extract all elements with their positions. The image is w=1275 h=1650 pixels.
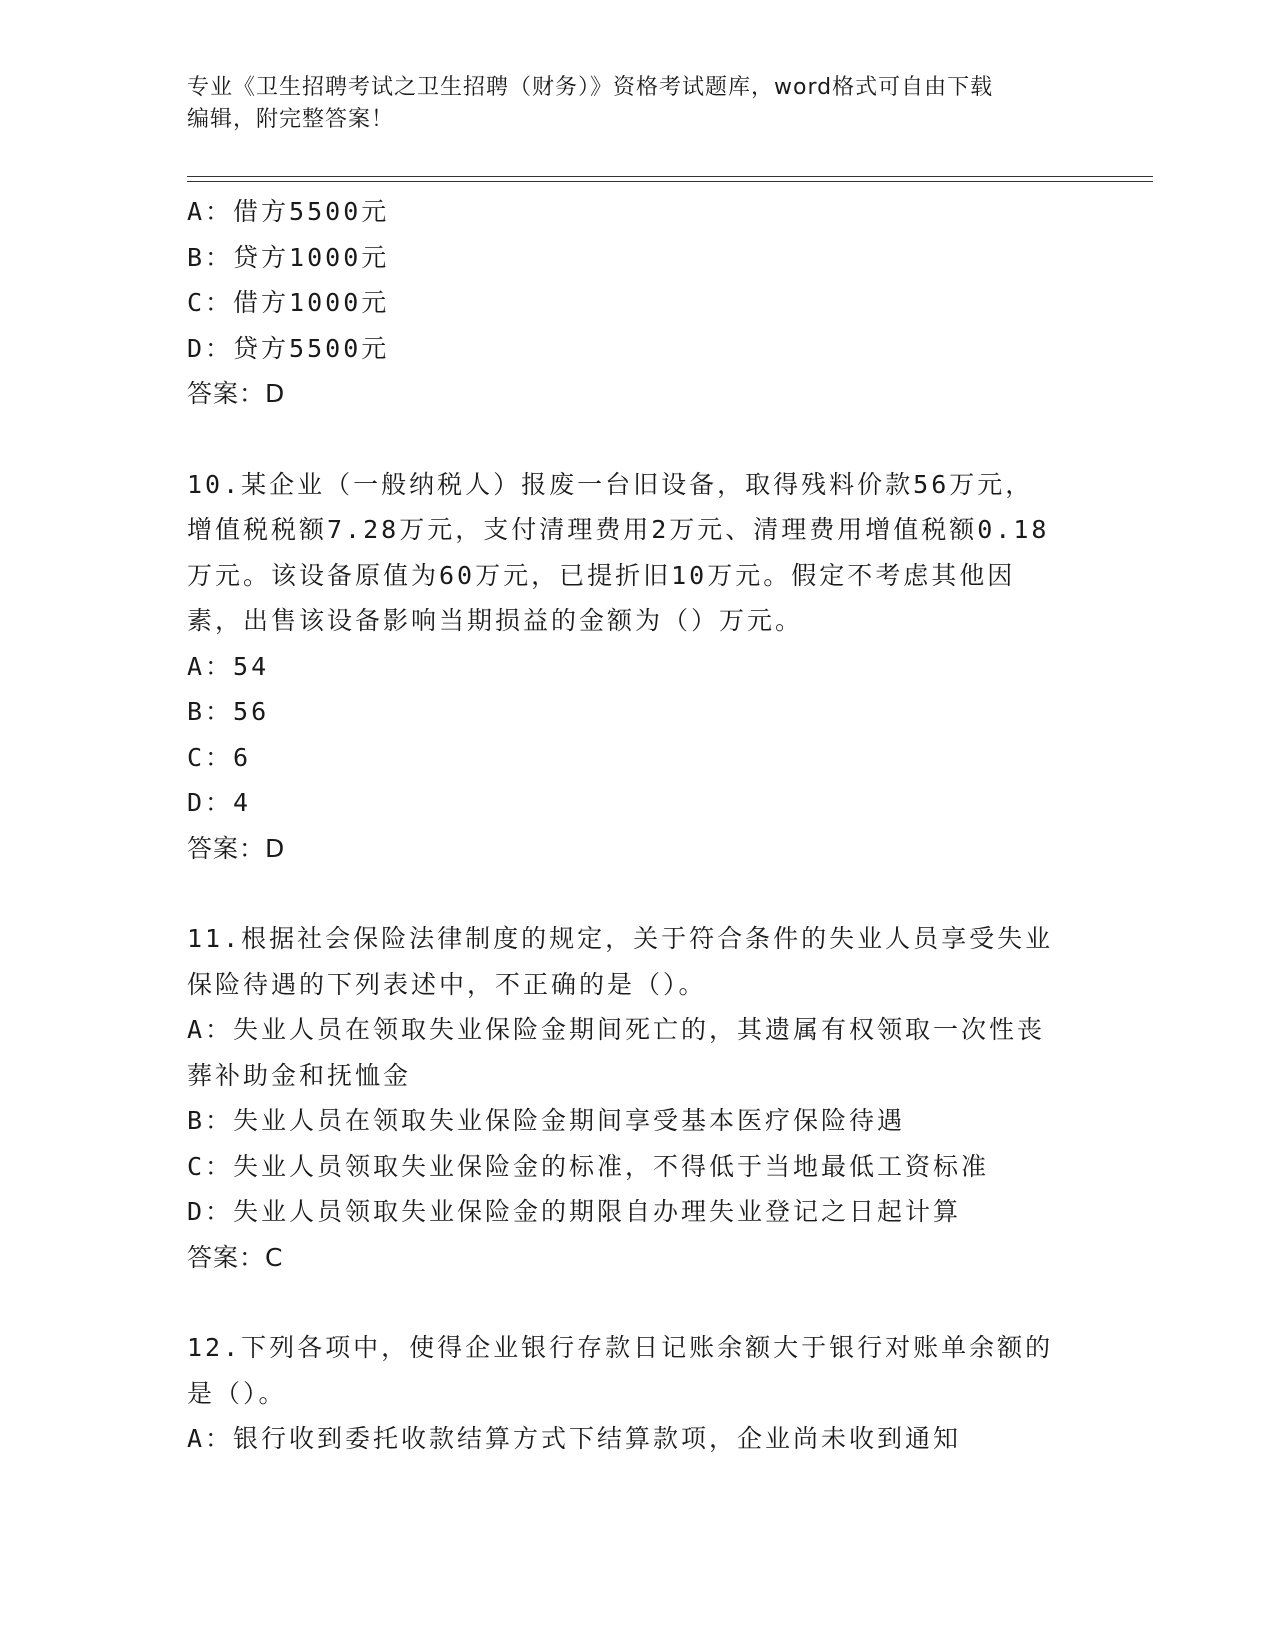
document-header [187,72,1067,136]
option-d: D：贷方5500元 [187,333,390,363]
question-stem-line: 素，出售该设备影响当期损益的金额为（）万元。 [187,606,804,635]
option-b: B：失业人员在领取失业保险金期间享受基本医疗保险待遇 [187,1106,906,1135]
question-12-block [187,1325,1087,1462]
option-b: B：56 [187,697,270,726]
option-a: A：银行收到委托收款结算方式下结算款项，企业尚未收到通知 [187,1424,962,1453]
question-stem-line: 11.根据社会保险法律制度的规定，关于符合条件的失业人员享受失业 [187,924,1054,953]
option-c: C：借方1000元 [187,288,390,317]
question-stem-line: 万元。该设备原值为60万元，已提折旧10万元。假定不考虑其他因 [187,560,1016,590]
option-a-continued: 葬补助金和抚恤金 [187,1060,412,1090]
answer: 答案：D [187,379,286,408]
answer: 答案：D [187,833,286,863]
answer: 答案：C [187,1242,284,1272]
question-prev-block [187,189,1087,417]
header-line-1: 专业《卫生招聘考试之卫生招聘（财务）》资格考试题库，word格式可自由下载 [187,75,994,100]
header-line-2: 编辑，附完整答案！ [187,107,395,132]
option-b: B：贷方1000元 [187,242,390,272]
header-divider-thin [187,181,1153,182]
question-11-block [187,916,1087,1280]
header-divider-thick [187,176,1153,177]
document-body [187,189,1087,1462]
question-10-block [187,462,1087,872]
question-stem-line: 增值税税额7.28万元，支付清理费用2万元、清理费用增值税额0.18 [187,515,1050,544]
option-a: A：失业人员在领取失业保险金期间死亡的，其遗属有权领取一次性丧 [187,1015,1046,1044]
question-stem-line: 是（）。 [187,1378,287,1408]
question-stem-line: 保险待遇的下列表述中，不正确的是（）。 [187,969,707,999]
question-stem-line: 10.某企业（一般纳税人）报废一台旧设备，取得残料价款56万元， [187,469,1034,499]
option-a: A：借方5500元 [187,197,390,226]
option-d: D：失业人员领取失业保险金的期限自办理失业登记之日起计算 [187,1197,962,1226]
option-a: A：54 [187,651,270,681]
option-c: C：失业人员领取失业保险金的标准，不得低于当地最低工资标准 [187,1151,990,1181]
question-stem-line: 12.下列各项中，使得企业银行存款日记账余额大于银行对账单余额的 [187,1333,1054,1362]
option-c: C：6 [187,742,252,772]
option-d: D：4 [187,788,252,817]
